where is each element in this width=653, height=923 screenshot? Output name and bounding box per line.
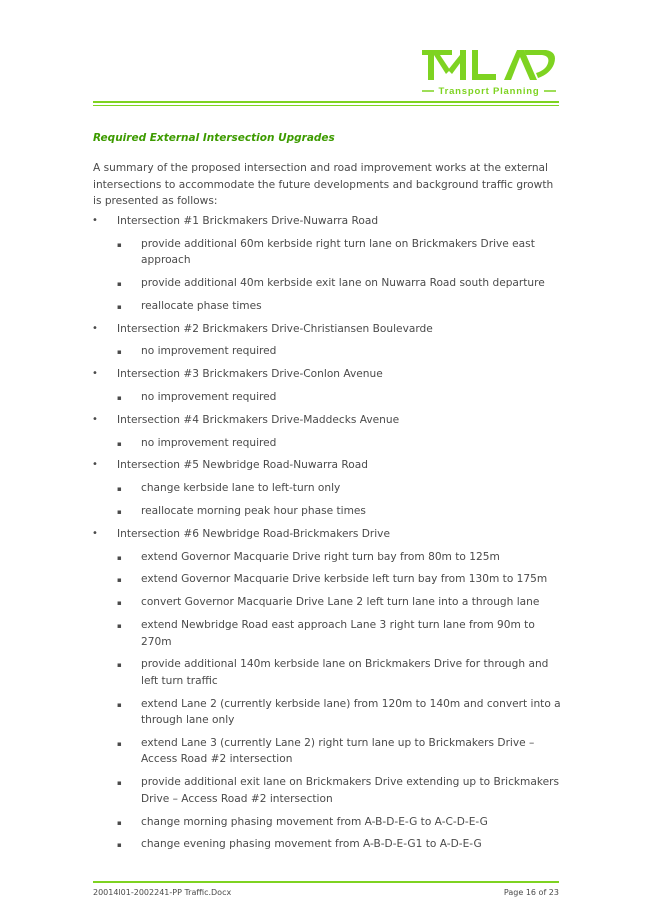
square-bullet-icon: ▪: [117, 280, 122, 289]
list-item-text: extend Lane 3 (currently Lane 2) right turn lane up to Brickmakers Drive – Access Road #2 intersection: [141, 736, 535, 766]
bullet-icon: •: [92, 459, 98, 471]
square-bullet-icon: ▪: [117, 599, 122, 608]
improvement-item: [0, 836, 561, 853]
list-item-text: reallocate phase times: [141, 299, 262, 312]
square-bullet-icon: ▪: [117, 576, 122, 585]
square-bullet-icon: ▪: [117, 240, 122, 249]
list-item-text: provide additional 60m kerbside right turn lane on Brickmakers Drive east approach: [141, 237, 535, 267]
improvement-item: [0, 343, 561, 360]
list-item-text: extend Governor Macquarie Drive right turn bay from 80m to 125m: [141, 550, 500, 563]
section-heading: Required External Intersection Upgrades: [93, 132, 335, 144]
list-item-text: Intersection #3 Brickmakers Drive-Conlon Avenue: [117, 368, 383, 381]
improvement-item: [0, 656, 561, 689]
square-bullet-icon: ▪: [117, 700, 122, 709]
improvement-item: [0, 503, 561, 520]
square-bullet-icon: ▪: [117, 553, 122, 562]
list-item-text: Intersection #6 Newbridge Road-Brickmakers Drive: [117, 527, 390, 540]
intersection-item: [0, 321, 567, 338]
square-bullet-icon: ▪: [117, 661, 122, 670]
improvement-item: [0, 480, 561, 497]
improvement-item: [0, 594, 561, 611]
improvement-item: [0, 435, 561, 452]
improvement-item: [0, 571, 561, 588]
intersection-list: [0, 213, 653, 859]
list-item-text: provide additional exit lane on Brickmakers Drive extending up to Brickmakers Drive – Access Road #2 intersection: [141, 776, 560, 805]
logo-tagline: Transport Planning: [438, 86, 540, 97]
improvement-item: [0, 774, 561, 807]
header-rule-bottom: [93, 105, 559, 106]
improvement-item: [0, 236, 561, 269]
intersection-item: [0, 412, 567, 429]
header-rule-top: [93, 101, 559, 103]
list-item-text: extend Governor Macquarie Drive kerbside left turn bay from 130m to 175m: [141, 573, 548, 586]
bullet-icon: •: [92, 368, 98, 380]
bullet-icon: •: [92, 215, 98, 226]
improvement-item: [0, 275, 561, 292]
list-item-text: Intersection #4 Brickmakers Drive-Maddecks Avenue: [117, 413, 400, 426]
square-bullet-icon: ▪: [117, 739, 122, 748]
square-bullet-icon: ▪: [117, 394, 122, 403]
intersection-item: [0, 457, 567, 474]
square-bullet-icon: ▪: [117, 348, 122, 357]
list-item-text: Intersection #1 Brickmakers Drive-Nuwarra Road: [117, 215, 379, 227]
square-bullet-icon: ▪: [117, 485, 122, 494]
list-item-text: change kerbside lane to left-turn only: [141, 482, 341, 495]
list-item-text: extend Lane 2 (currently kerbside lane) from 120m to 140m and convert into a through lane only: [141, 697, 561, 727]
list-item-text: no improvement required: [141, 436, 277, 449]
list-item-text: provide additional 140m kerbside lane on Brickmakers Drive for through and left turn traffic: [141, 658, 549, 687]
intersection-item: [0, 213, 567, 230]
square-bullet-icon: ▪: [117, 439, 122, 448]
improvement-item: [0, 549, 561, 566]
list-item-text: extend Newbridge Road east approach Lane 3 right turn lane from 90m to 270m: [141, 619, 535, 648]
bullet-icon: •: [92, 413, 98, 425]
bullet-icon: •: [92, 322, 98, 334]
intersection-item: [0, 526, 567, 543]
list-item-text: convert Governor Macquarie Drive Lane 2 left turn lane into a through lane: [141, 596, 540, 609]
list-item-text: change evening phasing movement from A-B-D-E-G1 to A-D-E-G: [141, 838, 482, 851]
square-bullet-icon: ▪: [117, 302, 122, 311]
list-item-text: Intersection #2 Brickmakers Drive-Christiansen Boulevarde: [117, 322, 433, 335]
list-item-text: change morning phasing movement from A-B-D-E-G to A-C-D-E-G: [141, 815, 488, 828]
list-item-text: reallocate morning peak hour phase times: [141, 505, 366, 518]
footer-doc-ref: 20014l01-2002241-PP Traffic.Docx: [93, 888, 232, 897]
square-bullet-icon: ▪: [117, 779, 122, 788]
improvement-item: [0, 298, 561, 315]
list-item-text: no improvement required: [141, 345, 277, 358]
improvement-item: [0, 696, 561, 729]
list-item-text: Intersection #5 Newbridge Road-Nuwarra Road: [117, 459, 369, 472]
improvement-item: [0, 735, 561, 768]
improvement-item: [0, 389, 561, 406]
footer-rule: [93, 881, 559, 883]
square-bullet-icon: ▪: [117, 818, 122, 827]
intro-paragraph: A summary of the proposed intersection and road improvement works at the external intersections to accommodate the future developments and background traffic growth is presented as follows:: [93, 162, 554, 207]
square-bullet-icon: ▪: [117, 622, 122, 631]
list-item-text: no improvement required: [141, 391, 277, 404]
improvement-item: [0, 814, 561, 831]
bullet-icon: •: [92, 527, 98, 539]
square-bullet-icon: ▪: [117, 508, 122, 517]
improvement-item: [0, 617, 561, 650]
list-item-text: provide additional 40m kerbside exit lane on Nuwarra Road south departure: [141, 277, 545, 290]
intersection-item: [0, 366, 567, 383]
square-bullet-icon: ▪: [117, 841, 122, 850]
company-logo: [420, 44, 560, 102]
footer-page-number: Page 16 of 23: [503, 888, 559, 897]
